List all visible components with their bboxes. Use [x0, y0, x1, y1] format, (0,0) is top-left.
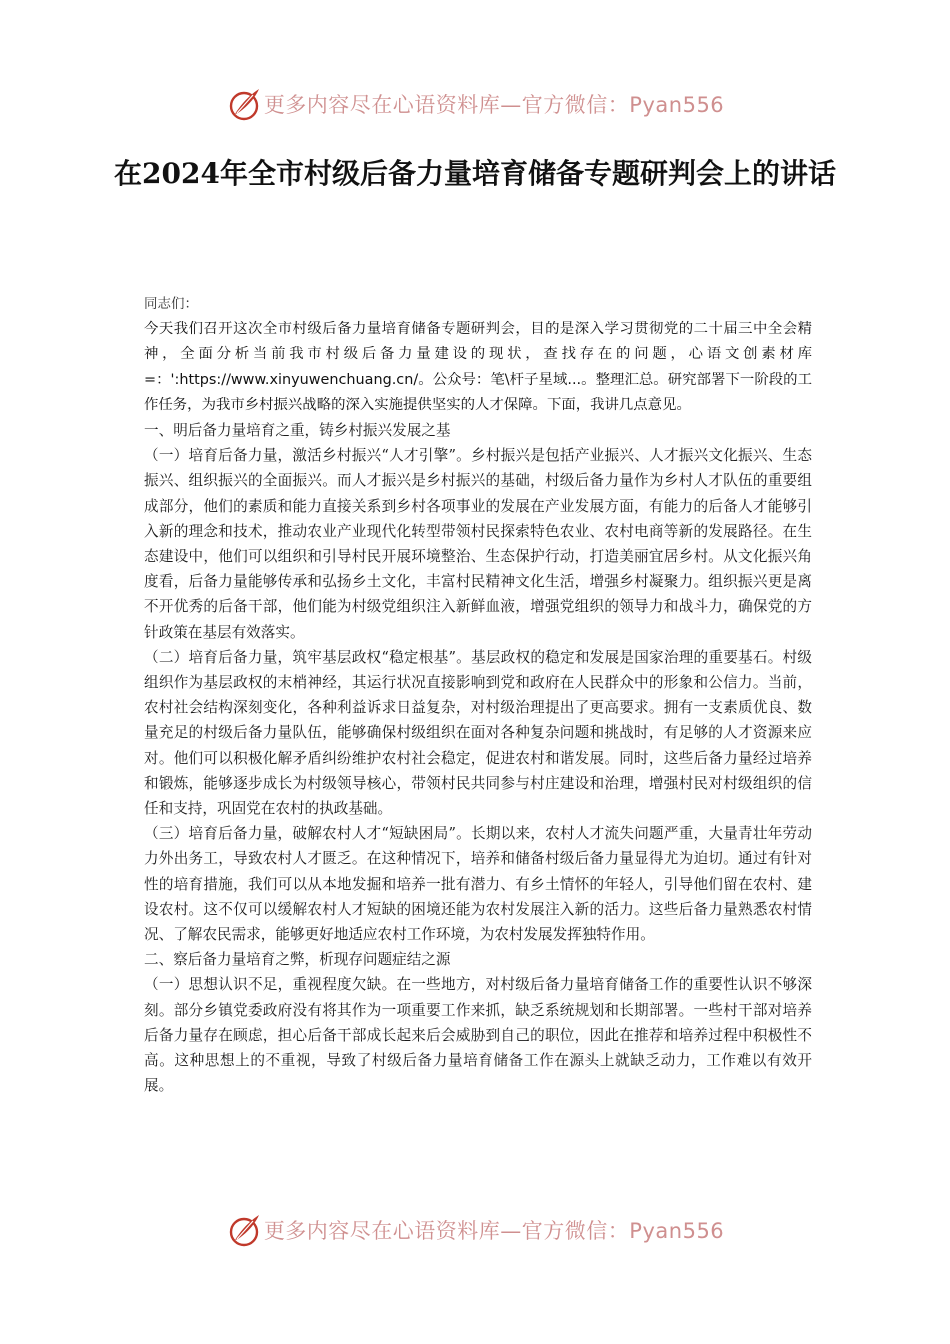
body-paragraph: （一）培育后备力量，激活乡村振兴“人才引擎”。乡村振兴是包括产业振兴、人才振兴文化振兴、生态振兴、组织振兴的全面振兴。而人才振兴是乡村振兴的基础，村级后备力量作为乡村人才队伍的重要组成部分，他们的素质和能力直接关系到乡村各项事业的发展在产业发展方面，有能力的后备人才能够引入新的理念和技术，推动农业产业现代化转型带领村民探索特色农业、农村电商等新的发展路径。在生态建设中，他们可以组织和引导村民开展环境整治、生态保护行动，打造美丽宜居乡村。从文化振兴角度看，后备力量能够传承和弘扬乡土文化，丰富村民精神文化生活，增强乡村凝聚力。组织振兴更是离不开优秀的后备干部，他们能为村级党组织注入新鲜血液，增强党组织的领导力和战斗力，确保党的方针政策在基层有效落实。: [144, 447, 812, 641]
watermark-text: 更多内容尽在心语资料库—官方微信：Pyan556: [263, 93, 725, 117]
salutation: 同志们：: [144, 296, 198, 312]
document-title: 在2024年全市村级后备力量培育储备专题研判会上的讲话: [114, 157, 836, 190]
section-heading: 二、察后备力量培育之弊，析现存问题症结之源: [144, 951, 451, 969]
header-watermark-banner: [0, 84, 950, 124]
quill-logo-icon: [226, 1212, 262, 1248]
watermark-text: 更多内容尽在心语资料库—官方微信：Pyan556: [263, 1219, 725, 1243]
intro-paragraph: 今天我们召开这次全市村级后备力量培育储备专题研判会，目的是深入学习贯彻党的二十届三中全会精神，全面分析当前我市村级后备力量建设的现状，查找存在的问题，心语文创素材库=：':https://www.xinyuwenchuang.cn/。公众号：笔\杆子星域...。整理汇总。研究部署下一阶段的工作任务，为我市乡村振兴战略的深入实施提供坚实的人才保障。下面，我讲几点意见。: [144, 321, 812, 413]
body-paragraph: （一）思想认识不足，重视程度欠缺。在一些地方，对村级后备力量培育储备工作的重要性认识不够深刻。部分乡镇党委政府没有将其作为一项重要工作来抓，缺乏系统规划和长期部署。一些村干部对培养后备力量存在顾虑，担心后备干部成长起来后会威胁到自己的职位，因此在推荐和培养过程中积极性不高。这种思想上的不重视，导致了村级后备力量培育储备工作在源头上就缺乏动力，工作难以有效开展。: [144, 976, 812, 1095]
document-body: [144, 292, 812, 1099]
section-heading: 一、明后备力量培育之重，铸乡村振兴发展之基: [144, 422, 451, 440]
footer-watermark-banner: [0, 1210, 950, 1250]
body-paragraph: （三）培育后备力量，破解农村人才“短缺困局”。长期以来，农村人才流失问题严重，大量青壮年劳动力外出务工，导致农村人才匮乏。在这种情况下，培养和储备村级后备力量显得尤为迫切。通过有针对性的培育措施，我们可以从本地发掘和培养一批有潜力、有乡土情怀的年轻人，引导他们留在农村、建设农村。这不仅可以缓解农村人才短缺的困境还能为农村发展注入新的活力。这些后备力量熟悉农村情况、了解农民需求，能够更好地适应农村工作环境，为农村发展发挥独特作用。: [144, 825, 812, 944]
quill-logo-icon: [226, 86, 262, 122]
body-paragraph: （二）培育后备力量，筑牢基层政权“稳定根基”。基层政权的稳定和发展是国家治理的重要基石。村级组织作为基层政权的末梢神经，其运行状况直接影响到党和政府在人民群众中的形象和公信力。当前，农村社会结构深刻变化，各种利益诉求日益复杂，对村级治理提出了更高要求。拥有一支素质优良、数量充足的村级后备力量队伍，能够确保村级组织在面对各种复杂问题和挑战时，有足够的人才资源来应对。他们可以积极化解矛盾纠纷维护农村社会稳定，促进农村和谐发展。同时，这些后备力量经过培养和锻炼，能够逐步成长为村级领导核心，带领村民共同参与村庄建设和治理，增强村民对村级组织的信任和支持，巩固党在农村的执政基础。: [144, 648, 812, 818]
